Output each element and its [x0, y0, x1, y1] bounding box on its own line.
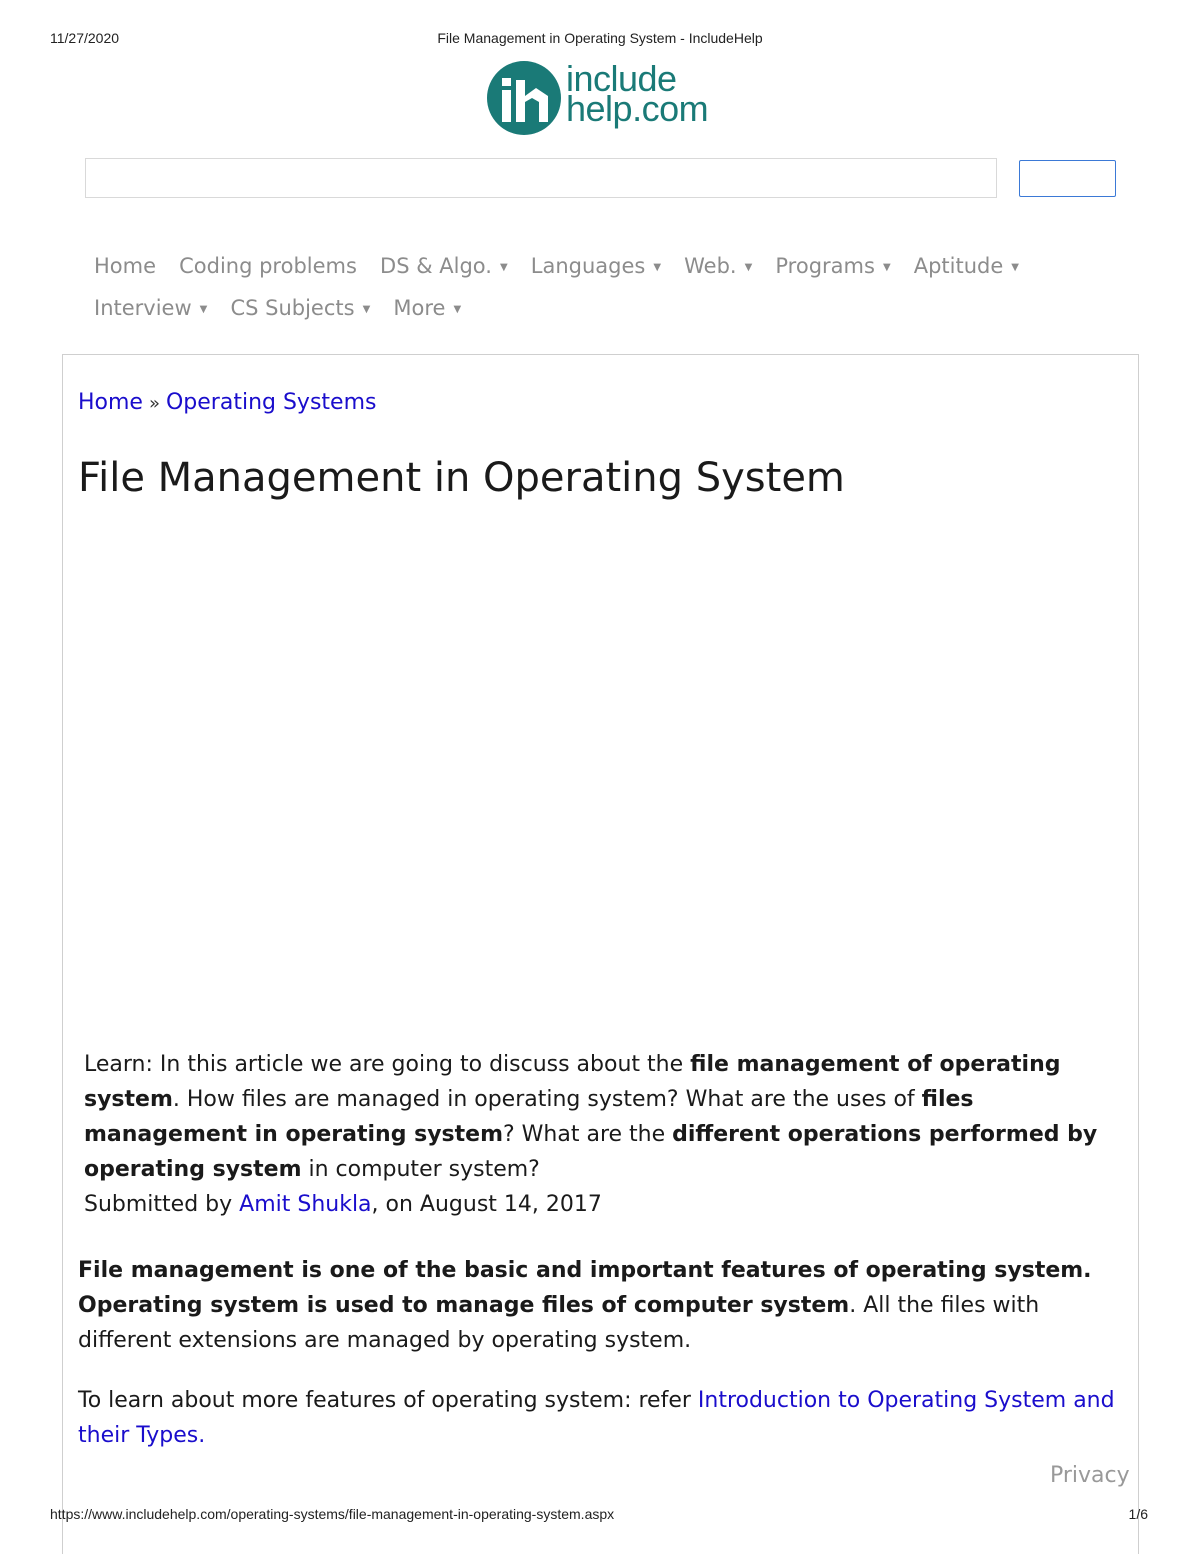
site-logo[interactable]: [486, 60, 726, 140]
page-title: File Management in Operating System: [78, 455, 845, 501]
includehelp-logo-icon: [486, 60, 562, 136]
print-page-number: 1/6: [1128, 1506, 1148, 1522]
nav-item-interview[interactable]: Interview ▼: [94, 296, 208, 320]
breadcrumb: [78, 390, 376, 415]
breadcrumb-section-link[interactable]: Operating Systems: [165, 390, 377, 415]
caret-down-icon: ▼: [362, 303, 371, 315]
paragraph-refer: To learn about more features of operating system: refer Introduction to Operating System and their Types.: [78, 1388, 1115, 1448]
logo-text: [566, 58, 709, 129]
nav-item-languages[interactable]: Languages ▼: [530, 254, 662, 278]
paragraph-intro: File management is one of the basic and important features of operating system. Operating system is used to manage files of computer system. All the files with different extensions are managed by operating system.: [78, 1258, 1092, 1353]
article-container: [62, 354, 1139, 1554]
print-date: 11/27/2020: [50, 30, 120, 46]
caret-down-icon: ▼: [453, 303, 462, 315]
logo-line-2: help.com: [566, 88, 709, 129]
nav-item-ds-algo[interactable]: DS & Algo. ▼: [380, 254, 508, 278]
caret-down-icon: ▼: [744, 261, 753, 273]
nav-row-1: [94, 254, 1094, 296]
nav-item-programs[interactable]: Programs ▼: [775, 254, 891, 278]
author-link[interactable]: Amit Shukla: [239, 1192, 372, 1217]
caret-down-icon: ▼: [199, 303, 208, 315]
caret-down-icon: ▼: [653, 261, 662, 273]
breadcrumb-separator: »: [148, 393, 160, 414]
nav-item-more[interactable]: More ▼: [393, 296, 462, 320]
intro-os-link[interactable]: Introduction to Operating System and their Types.: [78, 1388, 1115, 1448]
caret-down-icon: ▼: [882, 261, 891, 273]
search-button[interactable]: [1019, 160, 1116, 197]
submitted-by: Submitted by Amit Shukla, on August 14, 2017: [84, 1192, 602, 1217]
caret-down-icon: ▼: [1011, 261, 1019, 273]
caret-down-icon: ▼: [499, 261, 508, 273]
nav-item-web[interactable]: Web. ▼: [684, 254, 753, 278]
search-input[interactable]: [85, 158, 997, 198]
print-url: https://www.includehelp.com/operating-systems/file-management-in-operating-system.aspx: [50, 1506, 615, 1522]
main-nav: [94, 254, 1094, 338]
logo-line-1: include: [566, 58, 677, 99]
nav-item-cs-subjects[interactable]: CS Subjects ▼: [230, 296, 371, 320]
print-footer: [0, 1506, 1200, 1526]
nav-item-home[interactable]: Home: [94, 254, 157, 278]
nav-item-aptitude[interactable]: Aptitude ▼: [913, 254, 1019, 278]
article-summary: Learn: In this article we are going to discuss about the file management of operating system. How files are managed in operating system? What are the uses of files management in operating system? What are the different operations performed by operating system in computer system? Submitted by Amit Shukla, on August 14, 2017: [84, 1047, 1114, 1222]
breadcrumb-home-link[interactable]: Home: [78, 390, 143, 415]
nav-row-2: [94, 296, 1094, 338]
print-title: File Management in Operating System - IncludeHelp: [437, 30, 763, 46]
print-header: [0, 30, 1200, 50]
privacy-badge[interactable]: Privacy: [1050, 1463, 1130, 1488]
nav-item-coding-problems[interactable]: Coding problems: [179, 254, 357, 278]
